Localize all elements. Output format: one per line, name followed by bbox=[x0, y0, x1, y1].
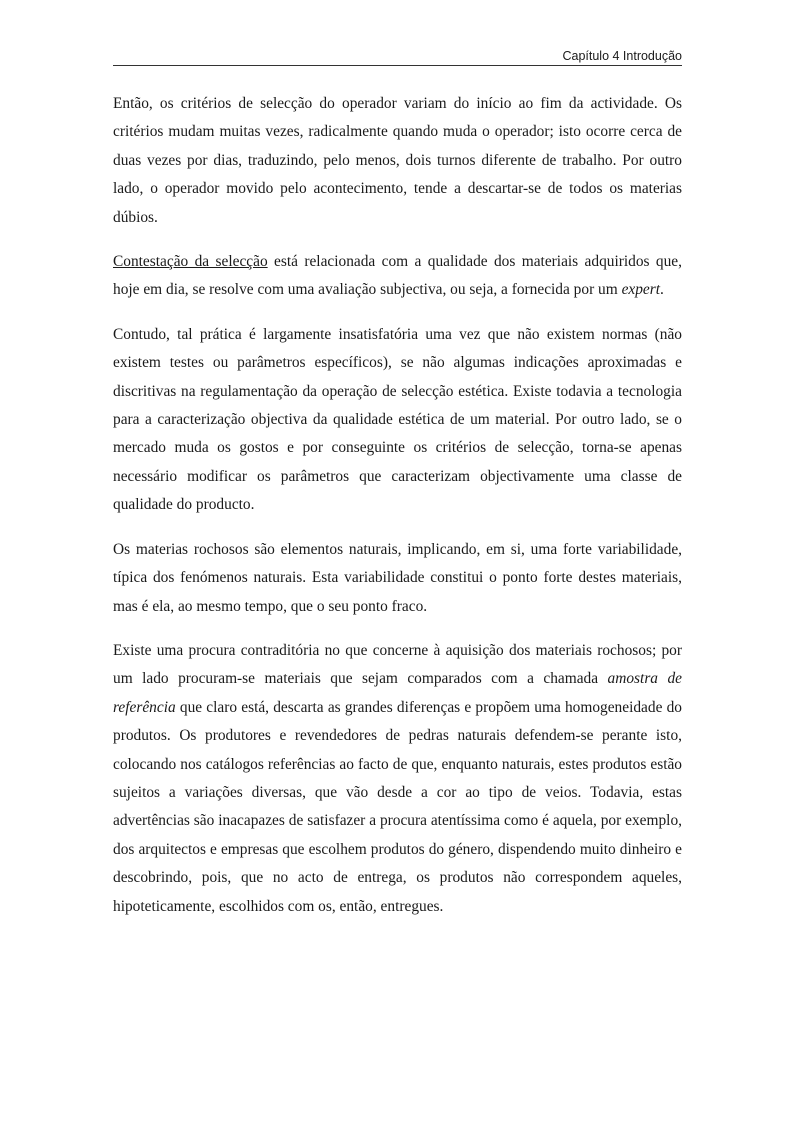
paragraph-4: Os materias rochosos são elementos naturais, implicando, em si, uma forte variabilidade, típica dos fenómenos naturais. Esta variabilidade constitui o ponto forte destes materiais, mas é ela, ao mesmo tempo, que o seu ponto fraco. bbox=[113, 540, 682, 615]
paragraph-2-text: está relacionada com a qualidade dos materiais adquiridos que, hoje em dia, se resolve com uma avaliação subjectiva, ou seja, a fornecida por um bbox=[113, 253, 682, 299]
paragraph-5-text-before: Existe uma procura contraditória no que concerne à aquisição dos materiais rochosos; por um lado procuram-se materiais que sejam comparados com a chamada bbox=[113, 641, 682, 688]
running-header bbox=[113, 47, 682, 66]
paragraph-2 bbox=[113, 248, 682, 305]
paragraph-5 bbox=[113, 637, 682, 921]
italic-term-amostra: amostra de referência bbox=[113, 670, 682, 716]
italic-term-expert: expert bbox=[621, 281, 661, 299]
paragraph-3: Contudo, tal prática é largamente insatisfatória uma vez que não existem normas (não existem testes ou parâmetros específicos), se não algumas indicações aproximadas e discritivas na regulamentação da operação de selecção estética. Existe todavia a tecnologia para a caracterização objectiva da qualidade estética de um material. Por outro lado, se o mercado muda os gostos e por conseguinte os critérios de selecção, torna-se apenas necessário modificar os parâmetros que caracterizam objectivamente uma classe de qualidade do producto. bbox=[113, 325, 682, 514]
paragraph-2-end: . bbox=[660, 281, 664, 299]
underlined-term: Contestação da selecção bbox=[113, 253, 268, 271]
paragraph-5-text-after: que claro está, descarta as grandes diferenças e propõem uma homogeneidade do produtos. Os produtores e revendedores de pedras naturais defendem-se perante isto, colocando nos catálogos referências ao facto de que, enquanto naturais, estes produtos estão sujeitos a variações diversas, que vão desde a cor ao tipo de veios. Todavia, estas advertências são inacapazes de satisfazer a procura atentíssima como é aquela, por exemplo, dos arquitectos e empresas que escolhem produtos do género, dispendendo muito dinheiro e descobrindo, pois, que no acto de entrega, os produtos não correspondem aqueles, hipoteticamente, escolhidos com os, então, entregues. bbox=[113, 698, 682, 915]
paragraph-1: Então, os critérios de selecção do operador variam do início ao fim da actividade. Os critérios mudam muitas vezes, radicalmente quando muda o operador; isto ocorre cerca de duas vezes por dias, traduzindo, pelo menos, dois turnos diferente de trabalho. Por outro lado, o operador movido pelo acontecimento, tende a descartar-se de todos os materias dúbios. bbox=[113, 95, 682, 226]
chapter-title: Capítulo 4 Introdução bbox=[562, 49, 682, 63]
body-text bbox=[113, 90, 682, 937]
